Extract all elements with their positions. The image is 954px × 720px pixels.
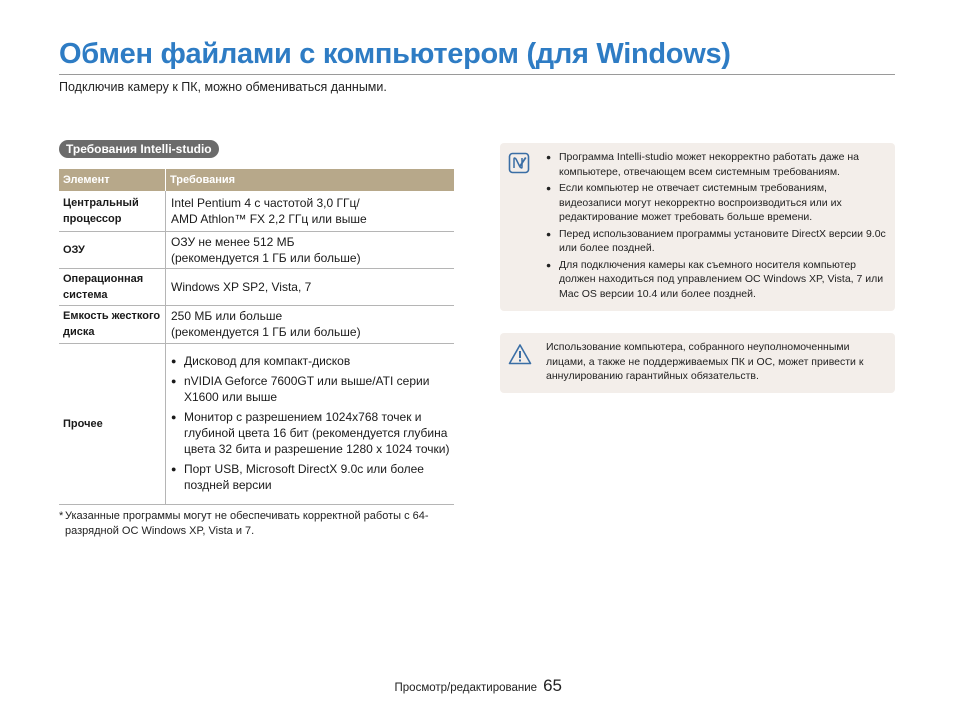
value-line: (рекомендуется 1 ГБ или больше) [171, 325, 361, 339]
warning-triangle-icon [508, 343, 532, 365]
requirements-table [59, 169, 454, 505]
value-line: Intel Pentium 4 с частотой 3,0 ГГц/ [171, 195, 360, 210]
row-label-ram: ОЗУ [59, 231, 166, 268]
row-value-ram [166, 231, 455, 268]
warning-text: Использование компьютера, собранного неуполномоченными лицами, а также не поддерживаемых ПК и ОС, может привести к аннулированию гарантийных обязательств. [546, 341, 864, 382]
table-row [59, 343, 454, 504]
page-title: Обмен файлами с компьютером (для Windows) [59, 38, 731, 70]
page-subtitle: Подключив камеру к ПК, можно обмениваться данными. [59, 80, 387, 94]
table-header-row [59, 169, 454, 191]
list-item: ● Монитор с разрешением 1024x768 точек и глубиной цвета 16 бит (рекомендуется глубина цвета 32 бита и разрешение 1280 x 1024 точки) [171, 409, 450, 457]
note-list [546, 150, 886, 303]
page-footer [395, 676, 562, 696]
row-value-other [166, 343, 455, 504]
section-pill: Требования Intelli-studio [59, 140, 219, 158]
title-divider [59, 74, 895, 75]
column-header-item: Элемент [59, 169, 166, 191]
note-box [500, 143, 895, 311]
value-line: Windows XP SP2, Vista, 7 [171, 279, 312, 294]
note-pencil-icon [508, 152, 530, 174]
row-label-hdd: Емкость жесткого диска [59, 305, 166, 343]
value-line: (рекомендуется 1 ГБ или больше) [171, 250, 361, 265]
footnote-text: Указанные программы могут не обеспечивать корректной работы с 64-разрядной ОС Windows XP, Vista и 7. [65, 510, 429, 537]
row-label-os: Операционная система [59, 268, 166, 305]
page-number: 65 [543, 676, 562, 695]
table-row [59, 191, 454, 231]
value-line: ОЗУ не менее 512 МБ [171, 234, 295, 249]
table-row [59, 305, 454, 343]
table-row [59, 268, 454, 305]
row-value-os [166, 268, 455, 305]
row-label-cpu: Центральный процессор [59, 191, 166, 231]
list-item: ● Дисковод для компакт-дисков [171, 353, 450, 369]
value-line: 250 МБ или больше [171, 309, 283, 323]
row-value-hdd [166, 305, 455, 343]
row-value-cpu [166, 191, 455, 231]
list-item: ● Перед использованием программы установите DirectX версии 9.0c или более поздней. [546, 227, 886, 256]
value-line: AMD Athlon™ FX 2,2 ГГц или выше [171, 211, 367, 226]
other-requirements-list [171, 353, 450, 493]
footnote-mark: * [59, 510, 64, 522]
row-label-other: Прочее [59, 343, 166, 504]
list-item: ● Для подключения камеры как съемного носителя компьютер должен находиться под управлением ОС Windows XP, Vista, 7 или Mac OS версии 10.4 или более поздней. [546, 258, 886, 302]
list-item: ● Программа Intelli-studio может некорректно работать даже на компьютере, отвечающем всем системным требованиям. [546, 150, 886, 179]
footer-section: Просмотр/редактирование [394, 682, 538, 694]
list-item: ● nVIDIA Geforce 7600GT или выше/ATI серии X1600 или выше [171, 373, 450, 405]
footnote [59, 509, 454, 539]
column-header-requirements: Требования [166, 169, 455, 191]
list-item: ● Порт USB, Microsoft DirectX 9.0c или более поздней версии [171, 461, 450, 493]
warning-box [500, 333, 895, 393]
list-item: ● Если компьютер не отвечает системным требованиям, видеозаписи могут некорректно воспроизводиться или их редактирование может требовать больше времени. [546, 181, 886, 225]
table-row [59, 231, 454, 268]
